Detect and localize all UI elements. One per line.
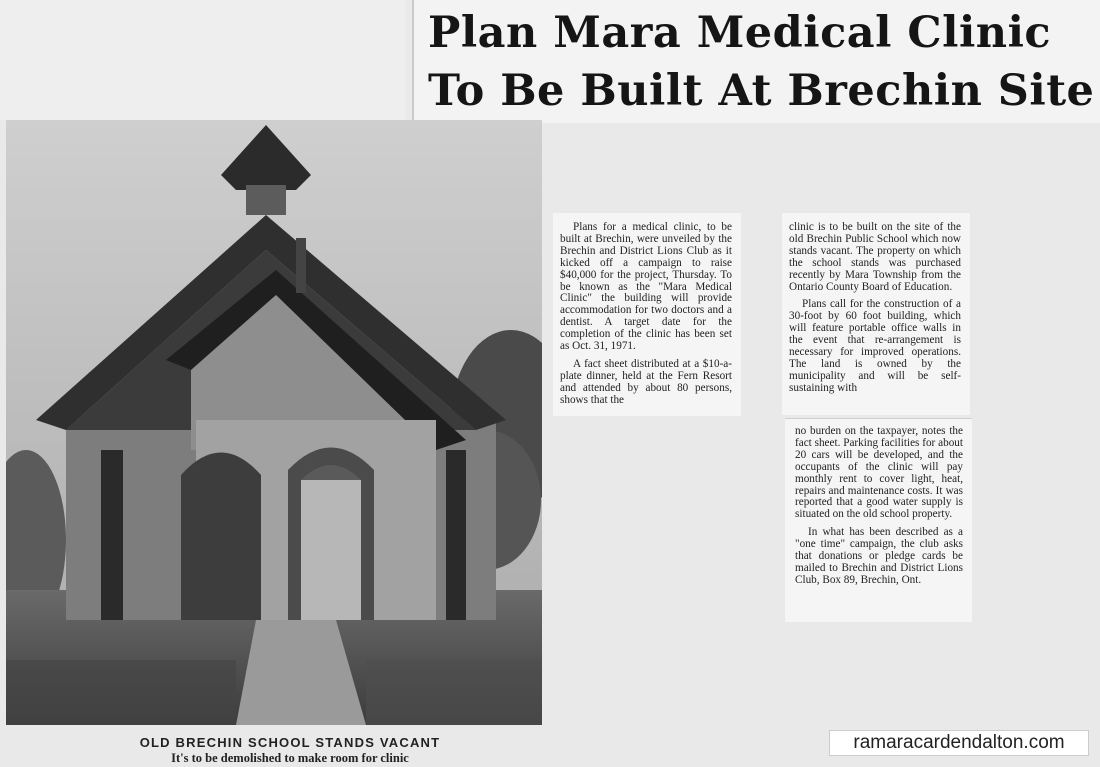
caption-title: OLD BRECHIN SCHOOL STANDS VACANT: [139, 735, 441, 750]
column-3-paragraph-2: In what has been described as a "one time" campaign, the club asks that donations or pledge cards be mailed to Brechin and District Lions Club, Box 89, Brechin, Ont.: [795, 526, 963, 586]
column-3-paragraph-1: no burden on the taxpayer, notes the fact sheet. Parking facilities for about 20 cars will be developed, and the occupants of the clinic will pay monthly rent to cover light, heat, repairs and maintenance costs. It was reported that a good water supply is situated on the old school property.: [795, 425, 963, 521]
school-photo: [6, 120, 542, 725]
article-column-3: [785, 418, 972, 622]
headline-line-2: To Be Built At Brechin Site: [428, 66, 1095, 116]
article-headline: [428, 4, 1100, 120]
paper-background: [0, 0, 405, 120]
column-1-paragraph-1: Plans for a medical clinic, to be built at Brechin, were unveiled by the Brechin and District Lions Club as it kicked off a campaign to raise $40,000 for the project, Thursday. To be known as the "Mara Medical Clinic" the building will provide accommodation for two doctors and a dentist. A target date for the completion of the clinic has been set as Oct. 31, 1971.: [560, 221, 732, 353]
column-1-paragraph-2: A fact sheet distributed at a $10-a-plate dinner, held at the Fern Resort and attended by about 80 persons, shows that the: [560, 357, 732, 406]
column-2-paragraph-1: clinic is to be built on the site of the old Brechin Public School which now stands vacant. The property on which the school stands was purchased recently by Mara Township from the Ontario County Board of Education.: [789, 221, 961, 293]
photo-caption: [110, 735, 470, 766]
column-2-paragraph-2: Plans call for the construction of a 30-foot by 60 foot building, which will feature portable office walls in the event that re-arrangement is necessary for improved operations. The land is owned by the municipality and will be self-sustaining with: [789, 298, 961, 394]
caption-subtitle: It's to be demolished to make room for clinic: [171, 751, 409, 765]
article-column-1: [553, 213, 741, 416]
source-watermark: ramaracardendalton.com: [829, 730, 1089, 756]
article-column-2: [782, 213, 970, 415]
headline-line-1: Plan Mara Medical Clinic: [428, 8, 1052, 58]
